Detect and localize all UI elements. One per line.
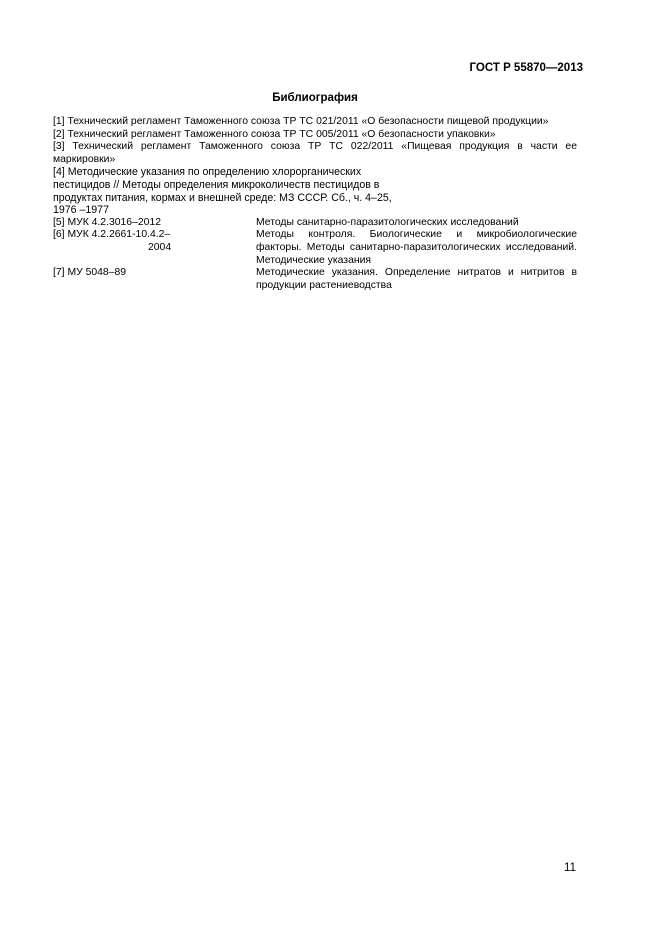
bibliography-entry-3: [3] Технический регламент Таможенного союза ТР ТС 022/2011 «Пищевая продукция в части ее маркировки» [53, 141, 577, 165]
bibliography-list [53, 116, 577, 292]
reference-title: Методические указания. Определение нитратов и нитритов в продукции растениеводства [256, 267, 577, 291]
entry-4-line-2: пестицидов // Методы определения микроколичеств пестицидов в [53, 178, 380, 191]
reference-code-main: [6] МУК 4.2.2661-10.4.2– [53, 229, 171, 241]
reference-title: Методы контроля. Биологические и микробиологические факторы. Методы санитарно-паразитологических исследований. Методические указания [256, 229, 577, 266]
entry-4-line-4: 1976 –1977 [53, 204, 109, 217]
reference-code: [5] МУК 4.2.3016–2012 [53, 216, 161, 228]
bibliography-entry-5 [53, 217, 577, 230]
reference-code: [7] МУ 5048–89 [53, 267, 127, 279]
bibliography-entry-4 [53, 166, 577, 216]
reference-title: Методы санитарно-паразитологических исследований [256, 216, 519, 228]
bibliography-entry-1: [1] Технический регламент Таможенного союза ТР ТС 021/2011 «О безопасности пищевой продукции» [53, 116, 549, 127]
bibliography-entry-7 [53, 267, 577, 292]
page-number: 11 [564, 862, 576, 874]
reference-code-year: 2004 [148, 241, 172, 253]
entry-4-line-3: продуктах питания, кормах и внешней среде: МЗ СССР. Сб., ч. 4–25, [53, 191, 392, 204]
bibliography-entry-2: [2] Технический регламент Таможенного союза ТР ТС 005/2011 «О безопасности упаковки» [53, 128, 496, 140]
entry-4-line-1: [4] Методические указания по определению хлорорганических [53, 166, 362, 179]
reference-code [53, 229, 256, 267]
bibliography-entry-6 [53, 229, 577, 267]
section-title: Библиография [272, 92, 358, 104]
document-code: ГОСТ Р 55870—2013 [469, 62, 583, 74]
